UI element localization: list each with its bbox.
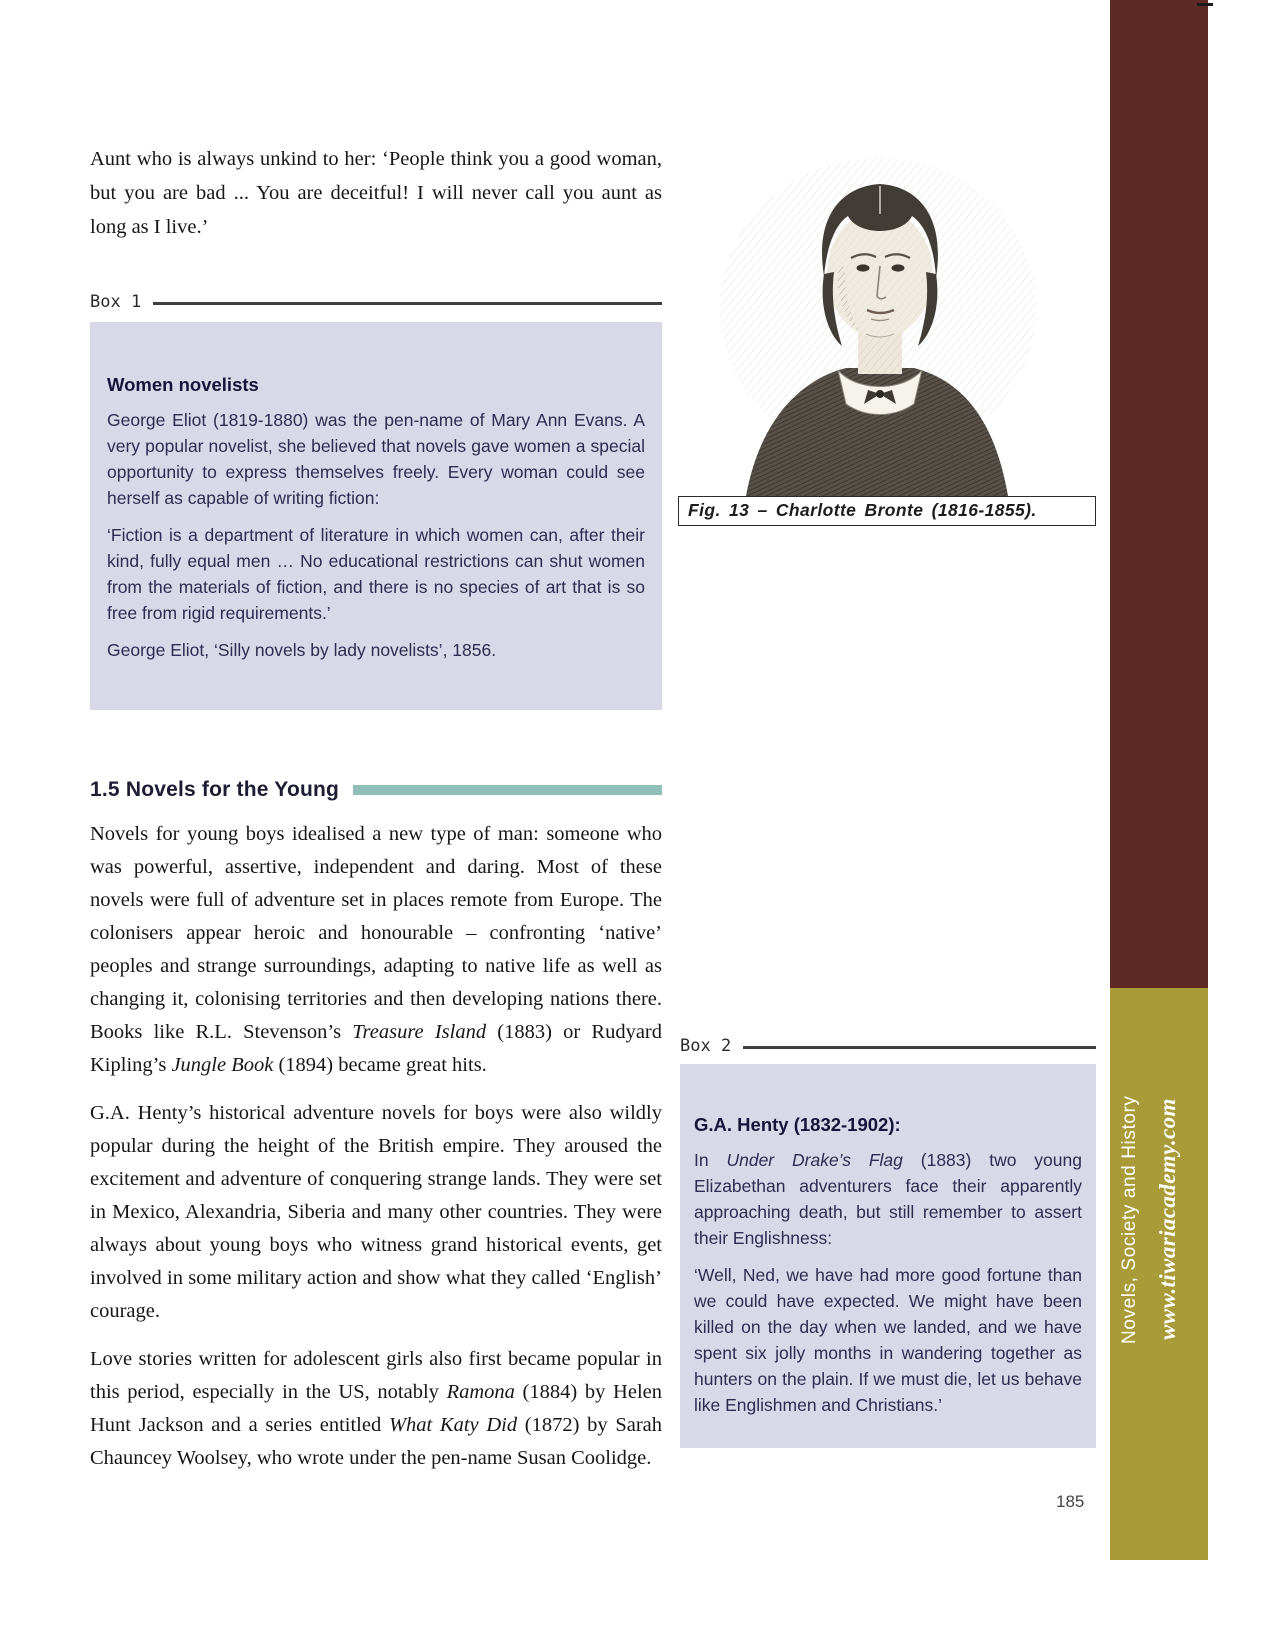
- text-run: (1872) by Sarah Chauncey Woolsey, who wrote under the pen-name Susan Coolidge.: [90, 1414, 662, 1469]
- box2-paragraph: ‘Well, Ned, we have had more good fortune than we could have expected. We might have been killed on the day when we landed, and we have spent six jolly months in wandering together as hunters on the plain. If we must die, let us behave like Englishmen and Christians.’: [694, 1265, 1082, 1415]
- box2-label: [680, 1036, 1096, 1056]
- body-paragraph-1: [90, 818, 662, 1082]
- box2-title: G.A. Henty (1832-1902):: [694, 1114, 901, 1135]
- figure-caption-text: Fig. 13 – Charlotte Bronte (1816-1855).: [688, 500, 1037, 520]
- sidebar-watermark: www.tiwariacademy.com: [1155, 1098, 1180, 1341]
- box1-title: Women novelists: [107, 374, 259, 395]
- box1-paragraph: George Eliot, ‘Silly novels by lady novelists’, 1856.: [107, 640, 497, 660]
- box2-label-text: Box 2: [680, 1036, 732, 1056]
- body-paragraph-2: G.A. Henty’s historical adventure novels for boys were also wildly popular during the height of the British empire. They aroused the excitement and adventure of conquering strange lands. They were set in Mexico, Alexandria, Siberia and many other countries. They were always about young boys who witness grand historical events, get involved in some military action and show what they called ‘English’ courage.: [90, 1102, 662, 1322]
- box2-paragraph: [694, 1147, 1082, 1251]
- section-heading: 1.5 Novels for the Young: [90, 778, 340, 801]
- figure-caption: [678, 496, 1096, 526]
- box1-paragraph: ‘Fiction is a department of literature in which women can, after their kind, fully equal men … No educational restrictions can shut women from the materials of fiction, and there is no species of art that is so free from rigid requirements.’: [107, 525, 645, 623]
- box1-rule-line: [153, 302, 662, 305]
- text-run: (1883) two young Elizabethan adventurers face their apparently approaching death, but still remember to assert their Englishness:: [694, 1150, 1082, 1248]
- box1-paragraph: George Eliot (1819-1880) was the pen-name of Mary Ann Evans. A very popular novelist, she believed that novels gave women a special opportunity to express themselves freely. Every woman could see herself as capable of writing fiction:: [107, 410, 645, 508]
- box1-panel: [90, 322, 662, 710]
- book-title-italic: Ramona: [446, 1381, 515, 1403]
- section-heading-row: [90, 778, 662, 802]
- book-title-italic: Jungle Book: [171, 1054, 274, 1076]
- book-title-italic: Treasure Island: [352, 1021, 487, 1043]
- sidebar-chapter-title: Novels, Society and History: [1119, 1095, 1140, 1344]
- text-run: In: [694, 1150, 727, 1170]
- section-heading-bar: [353, 785, 662, 795]
- charlotte-bronte-portrait: [688, 148, 1078, 496]
- text-run: Love stories written for adolescent girls also first became popular in this period, especially in the US, notably: [90, 1348, 662, 1403]
- portrait-engraving-illustration: [688, 148, 1078, 496]
- book-title-italic: What Katy Did: [388, 1414, 518, 1436]
- text-run: (1883) or Rudyard Kipling’s: [90, 1021, 662, 1076]
- intro-paragraph: Aunt who is always unkind to her: ‘People think you a good woman, but you are bad ... You are deceitful! I will never call you aunt as long as I live.’: [90, 148, 662, 238]
- sidebar-maroon-band: [1110, 0, 1208, 988]
- body-column: [90, 818, 662, 1475]
- body-paragraph-3: [90, 1343, 662, 1475]
- box2-rule-line: [743, 1046, 1096, 1049]
- crop-mark: [1197, 3, 1213, 6]
- text-run: Novels for young boys idealised a new type of man: someone who was powerful, assertive, independent and daring. Most of these novels were full of adventure set in places remote from Europe. The colonisers appear heroic and honourable – confronting ‘native’ peoples and strange surroundings, adapting to native life as well as changing it, colonising territories and then developing nations there. Books like R.L. Stevenson’s: [90, 823, 662, 1043]
- box1-label: [90, 292, 662, 312]
- box2-panel: [680, 1064, 1096, 1448]
- text-run: (1894) became great hits.: [273, 1054, 487, 1076]
- text-run: (1884) by Helen Hunt Jackson and a series entitled: [90, 1381, 662, 1436]
- book-title-italic: Under Drake’s Flag: [726, 1150, 903, 1170]
- page-number: 185: [1056, 1492, 1085, 1511]
- box1-label-text: Box 1: [90, 292, 142, 312]
